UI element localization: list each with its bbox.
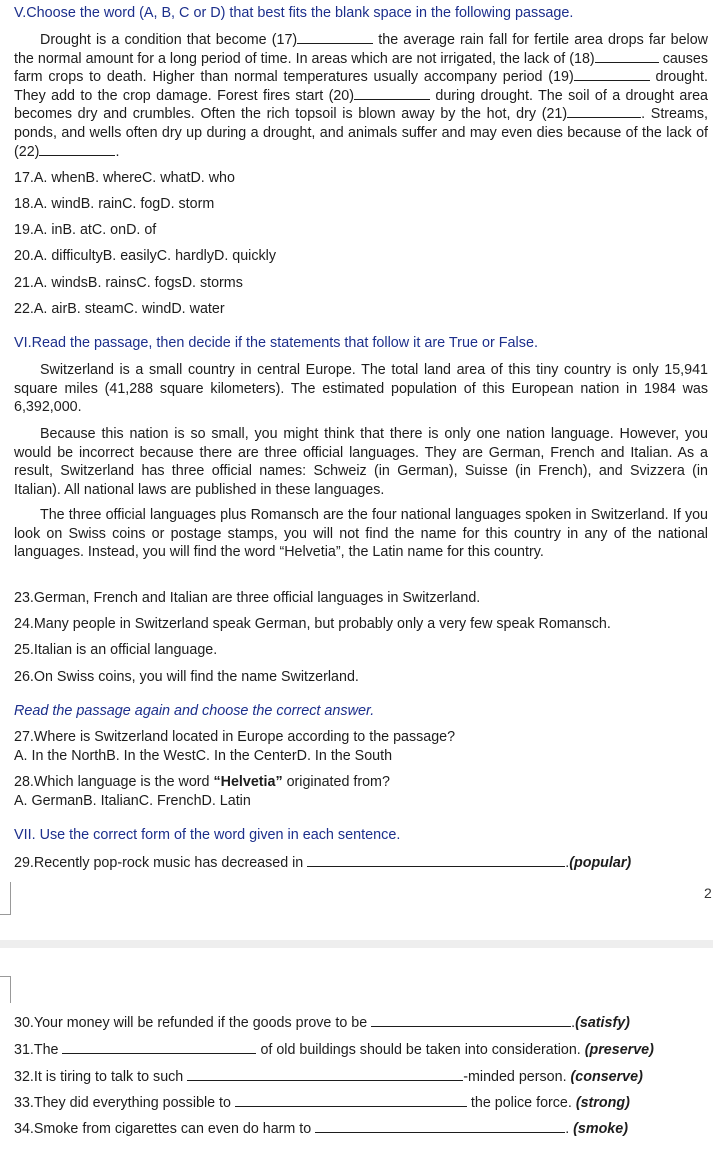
blank-32[interactable] [187, 1068, 463, 1081]
blank-31[interactable] [62, 1041, 256, 1054]
question-27: 27.Where is Switzerland located in Europe according to the passage? [14, 729, 456, 745]
section-6-subheader: Read the passage again and choose the correct answer. [14, 703, 375, 719]
blank-20[interactable] [354, 87, 430, 100]
question-22: 22.A. airB. steamC. windD. water [14, 301, 225, 317]
section-5-header: V.Choose the word (A, B, C or D) that best fits the blank space in the following passage. [14, 5, 574, 21]
switzerland-paragraph-2: Because this nation is so small, you might think that there is only one nation language. However, you would be incorrect because there are three official languages. They are German, French and Italian. As a result, Switzerland has three official names: Schweiz (in German), Suisse (in French), and Svizzera (in Italian). All national laws are published in these languages. [14, 426, 708, 498]
question-32: 32.It is tiring to talk to such -minded person. (conserve) [14, 1069, 643, 1085]
switzerland-paragraph-3: The three official languages plus Romansch are the four national languages spoken in Switzerland. If you look on Swiss coins or postage stamps, you will not find the name for this country in any of the national languages. Instead, you will find the word “Helvetia”, the Latin name for this country. [14, 507, 708, 561]
question-20: 20.A. difficultyB. easilyC. hardlyD. quickly [14, 248, 276, 264]
question-17: 17.A. whenB. whereC. whatD. who [14, 170, 235, 186]
statement-25: 25.Italian is an official language. [14, 642, 218, 658]
question-21: 21.A. windsB. rainsC. fogsD. storms [14, 275, 243, 291]
question-31: 31.The of old buildings should be taken into consideration. (preserve) [14, 1042, 654, 1058]
question-28-options: A. GermanB. ItalianC. FrenchD. Latin [14, 793, 251, 809]
question-33: 33.They did everything possible to the police force. (strong) [14, 1095, 630, 1111]
section-7-header: VII. Use the correct form of the word given in each sentence. [14, 827, 401, 843]
statement-26: 26.On Swiss coins, you will find the name Switzerland. [14, 669, 359, 685]
page-corner-mark [0, 882, 11, 915]
drought-passage: Drought is a condition that become (17) the average rain fall for fertile area drops far below the normal amount for a long period of time. In areas which are not irrigated, the lack of (18) causes farm crops to death. Higher than normal temperatures usually accompany period (19) drought. They add to the crop damage. Forest fires start (20) during drought. The soil of a drought area becomes dry and crumbles. Often the rich topsoil is blown away by the hot, dry (21) . Streams, ponds, and wells often dry up during a drought, and animals suffer and may even dies because of the lack of (22) . [14, 32, 709, 160]
blank-29[interactable] [307, 854, 565, 867]
blank-34[interactable] [315, 1120, 565, 1133]
question-19: 19.A. inB. atC. onD. of [14, 222, 157, 238]
question-30: 30.Your money will be refunded if the goods prove to be .(satisfy) [14, 1015, 630, 1031]
blank-18[interactable] [595, 50, 659, 63]
question-18: 18.A. windB. rainC. fogD. storm [14, 196, 215, 212]
blank-17[interactable] [297, 31, 373, 44]
blank-22[interactable] [39, 143, 115, 156]
blank-30[interactable] [371, 1014, 571, 1027]
blank-33[interactable] [235, 1094, 467, 1107]
question-28: 28.Which language is the word “Helvetia” originated from? [14, 774, 390, 790]
section-6-header: VI.Read the passage, then decide if the statements that follow it are True or False. [14, 335, 538, 351]
question-29: 29.Recently pop-rock music has decreased in .(popular) [14, 855, 632, 871]
page-number: 2 [704, 885, 712, 901]
blank-19[interactable] [574, 68, 650, 81]
page-separator [0, 940, 713, 948]
question-34: 34.Smoke from cigarettes can even do harm to . (smoke) [14, 1121, 628, 1137]
blank-21[interactable] [567, 105, 641, 118]
question-27-options: A. In the NorthB. In the WestC. In the CenterD. In the South [14, 748, 393, 764]
statement-23: 23.German, French and Italian are three official languages in Switzerland. [14, 590, 481, 606]
worksheet-page-2 [0, 980, 713, 1156]
switzerland-paragraph-1: Switzerland is a small country in central Europe. The total land area of this tiny country is only 15,941 square miles (41,288 square kilometers). The estimated population of this European nation in 1984 was 6,392,000. [14, 362, 708, 416]
statement-24: 24.Many people in Switzerland speak German, but probably only a very few speak Romansch. [14, 616, 611, 632]
